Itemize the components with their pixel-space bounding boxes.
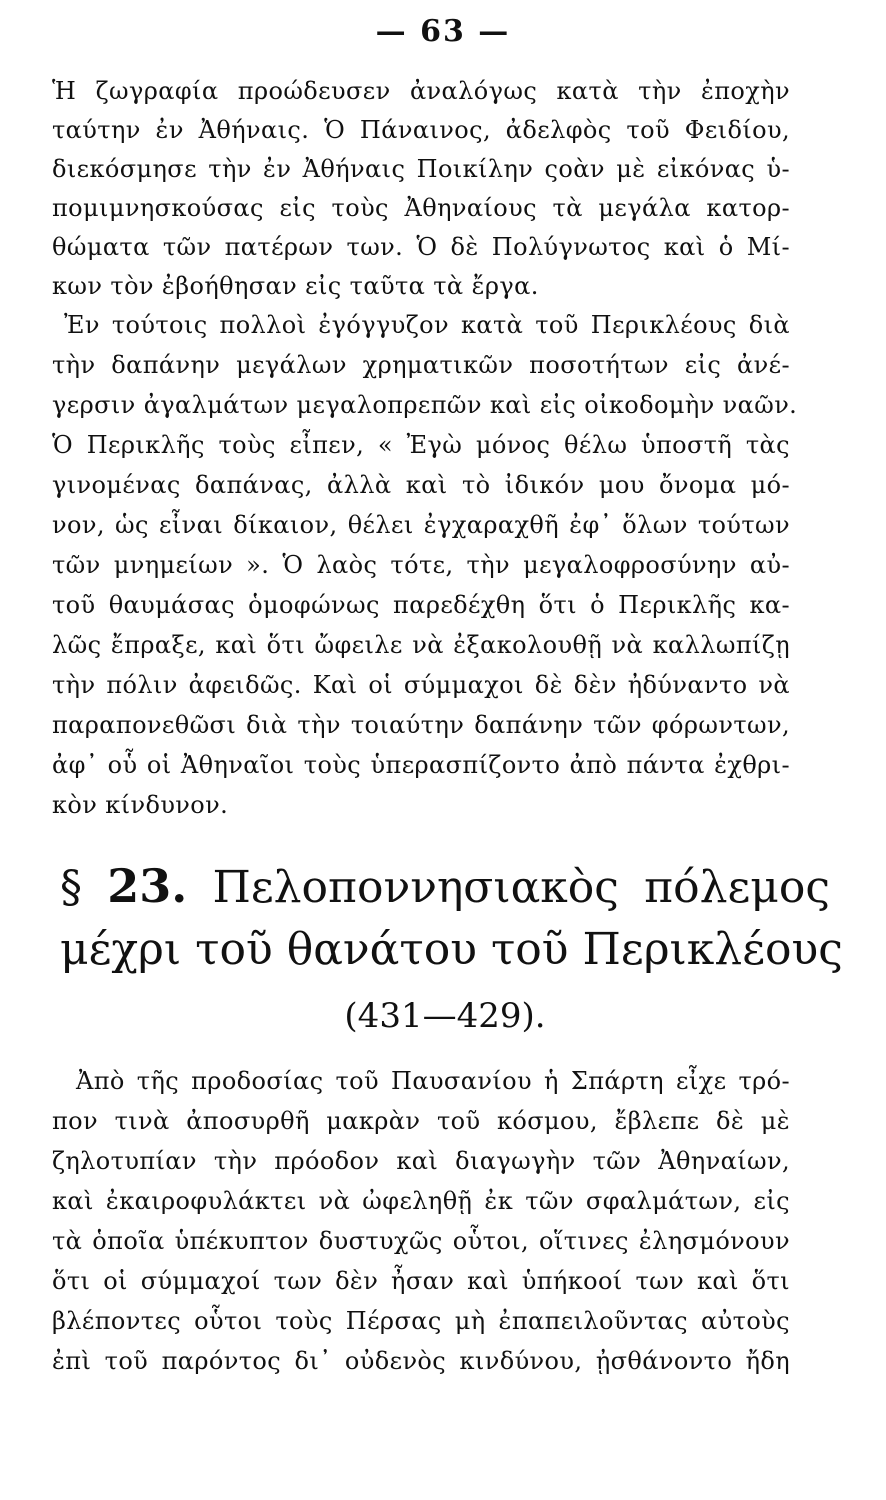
text-line: ζηλοτυπίαν τὴν πρόοδον καὶ διαγωγὴν τῶν Ἀθηναίων, xyxy=(52,1147,790,1175)
text-line: ἀφ᾽ οὗ οἱ Ἀθηναῖοι τοὺς ὑπερασπίζοντο ἀπὸ πάντα ἐχθρι- xyxy=(52,751,790,779)
text-line: Ὁ Περικλῆς τοὺς εἶπεν, « Ἐγὼ μόνος θέλω ὑποστῆ τὰς xyxy=(52,431,790,459)
text-line: τῶν μνημείων ». Ὁ λαὸς τότε, τὴν μεγαλοφροσύνην αὐ- xyxy=(52,551,790,579)
text-line: πον τινὰ ἀποσυρθῆ μακρὰν τοῦ κόσμου, ἔβλεπε δὲ μὲ xyxy=(52,1107,790,1135)
text-line: ὅτι οἱ σύμμαχοί των δὲν ἦσαν καὶ ὑπήκοοί των καὶ ὅτι xyxy=(52,1267,790,1295)
text-line: Ἀπὸ τῆς προδοσίας τοῦ Παυσανίου ἡ Σπάρτη εἶχε τρό- xyxy=(76,1067,790,1095)
text-line: λῶς ἔπραξε, καὶ ὅτι ὤφειλε νὰ ἐξακολουθῇ νὰ καλλωπίζῃ xyxy=(52,631,790,659)
text-line: τὴν δαπάνην μεγάλων χρηματικῶν ποσοτήτων εἰς ἀνέ- xyxy=(52,351,790,379)
section-dates xyxy=(60,988,830,1044)
text-line: κὸν κίνδυνον. xyxy=(52,791,229,819)
section-title: Πελοποννησιακὸς πόλεμος xyxy=(212,862,830,913)
text-line: νον, ὡς εἶναι δίκαιον, θέλει ἐγχαραχθῆ ἐφ᾽ ὅλων τούτων xyxy=(52,511,790,539)
text-line: ταύτην ἐν Ἀθήναις. Ὁ Πάναινος, ἀδελφὸς τοῦ Φειδίου, xyxy=(52,116,790,144)
text-line: ἐπὶ τοῦ παρόντος δι᾽ οὐδενὸς κινδύνου, ᾐσθάνοντο ἤδη xyxy=(52,1347,790,1375)
section-number: 23. xyxy=(107,859,188,913)
text-line: τοῦ θαυμάσας ὁμοφώνως παρεδέχθη ὅτι ὁ Περικλῆς κα- xyxy=(52,591,790,619)
text-line: παραπονεθῶσι διὰ τὴν τοιαύτην δαπάνην τῶν φόρωντων, xyxy=(52,711,790,739)
section-title-line-1 xyxy=(60,858,830,916)
text-line: γερσιν ἀγαλμάτων μεγαλοπρεπῶν καὶ εἰς οἰκοδομὴν ναῶν. xyxy=(52,391,798,419)
text-line: Ἡ ζωγραφία προώδευσεν ἀναλόγως κατὰ τὴν ἐποχὴν xyxy=(52,77,790,105)
section-dates-text: (431—429). xyxy=(344,996,546,1036)
text-line: θώματα τῶν πατέρων των. Ὁ δὲ Πολύγνωτος καὶ ὁ Μί- xyxy=(52,233,790,261)
text-line: καὶ ἐκαιροφυλάκτει νὰ ὠφεληθῇ ἐκ τῶν σφαλμάτων, εἰς xyxy=(52,1187,790,1215)
text-line: κων τὸν ἐβοήθησαν εἰς ταῦτα τὰ ἔργα. xyxy=(52,272,539,300)
text-line: διεκόσμησε τὴν ἐν Ἀθήναις Ποικίλην ςοὰν μὲ εἰκόνας ὑ- xyxy=(52,155,790,183)
section-sign: § xyxy=(60,862,82,913)
text-line: βλέποντες οὗτοι τοὺς Πέρσας μὴ ἐπαπειλοῦντας αὐτοὺς xyxy=(52,1307,790,1335)
page-number: — 63 — xyxy=(375,14,511,49)
text-line: τὴν πόλιν ἀφειδῶς. Καὶ οἱ σύμμαχοι δὲ δὲν ἠδύναντο νὰ xyxy=(52,671,790,699)
text-line: Ἐν τούτοις πολλοὶ ἐγόγγυζον κατὰ τοῦ Περικλέους διὰ xyxy=(64,311,790,339)
text-line: τὰ ὁποῖα ὑπέκυπτον δυστυχῶς οὗτοι, οἵτινες ἐλησμόνουν xyxy=(52,1227,790,1255)
section-title-line-2 xyxy=(60,922,843,978)
text-line: γινομένας δαπάνας, ἀλλὰ καὶ τὸ ἰδικόν μου ὄνομα μό- xyxy=(52,471,790,499)
section-subtitle: μέχρι τοῦ θανάτου τοῦ Περικλέους xyxy=(60,924,843,975)
text-line: πομιμνησκούσας εἰς τοὺς Ἀθηναίους τὰ μεγάλα κατορ- xyxy=(52,194,790,222)
